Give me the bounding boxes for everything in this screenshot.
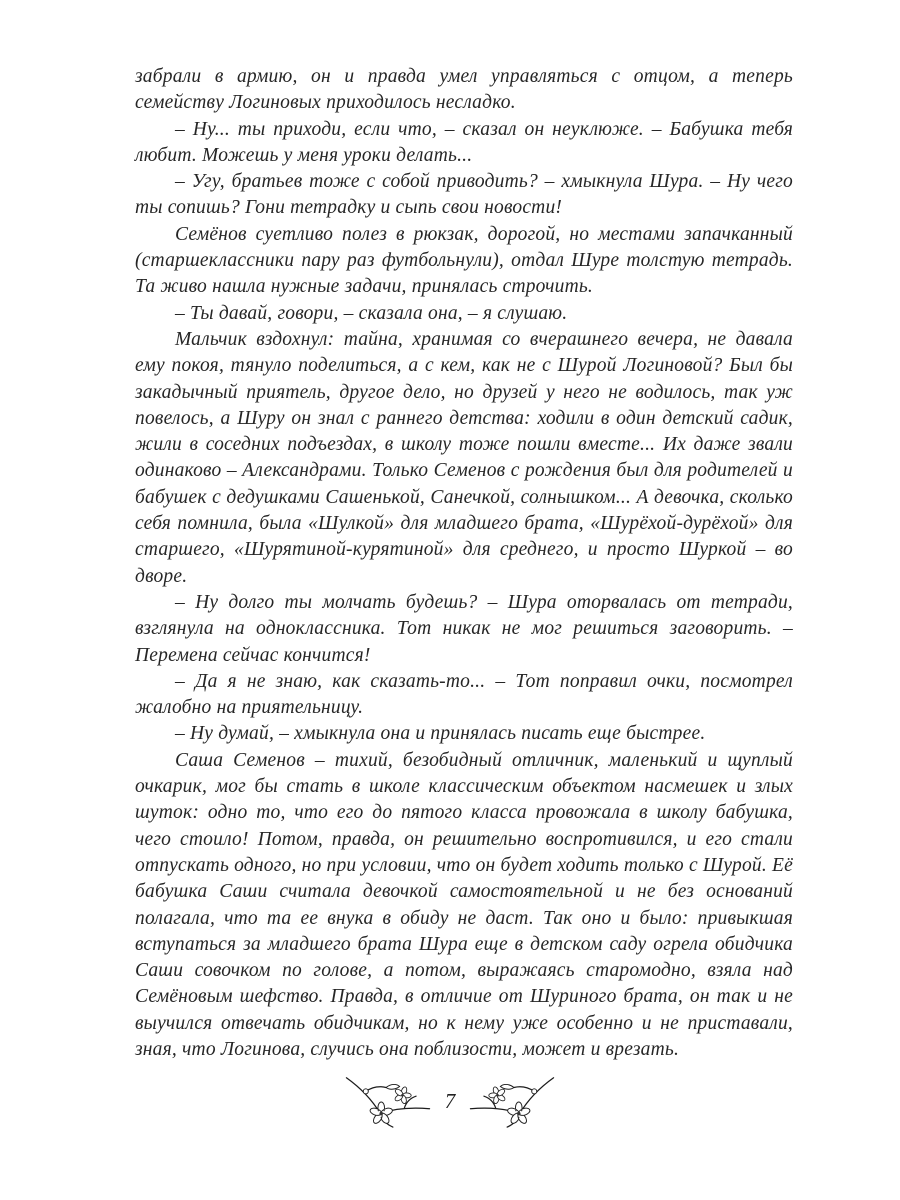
paragraph: – Да я не знаю, как сказать-то... – Тот поправил очки, посмотрел жалобно на приятельницу. [135,670,793,719]
page-text [135,64,793,1063]
paragraph: – Ты давай, говори, – сказала она, – я слушаю. [175,302,568,324]
paragraph: забрали в армию, он и правда умел управляться с отцом, а теперь семейству Логиновых приходилось несладко. [135,66,793,114]
floral-ornament-left-icon [344,1072,432,1130]
paragraph: Саша Семенов – тихий, безобидный отличник, маленький и щуплый очкарик, мог бы стать в школе классическим объектом насмешек и злых шуток: одно то, что его до пятого класса провожала в школу бабушка, чего стоило! Потом, правда, он решительно воспротивился, и его стали отпускать одного, но при условии, что он будет ходить только с Шурой. Её бабушка Саши считала девочкой самостоятельной и не без оснований полагала, что та ее внука в обиду не даст. Так оно и было: привыкшая вступаться за младшего брата Шура еще в детском саду огрела обидчика Саши совочком по голове, а потом, выражаясь старомодно, взяла над Семёновым шефство. Правда, в отличие от Шуриного брата, он так и не выучился отвечать обидчикам, но к нему уже особенно и не приставали, зная, что Логинова, случись она поблизости, может и врезать. [135,749,793,1060]
paragraph: Семёнов суетливо полез в рюкзак, дорогой, но местами запачканный (старшеклассники пару раз футбольнули), отдал Шуре толстую тетрадь. Та живо нашла нужные задачи, принялась строчить. [135,223,793,298]
paragraph: – Ну долго ты молчать будешь? – Шура оторвалась от тетради, взглянула на одноклассника. Тот никак не мог решиться заговорить. – Перемена сейчас кончится! [135,591,793,666]
paragraph: – Ну... ты приходи, если что, – сказал он неуклюже. – Бабушка тебя любит. Можешь у меня уроки делать... [135,118,793,166]
page-footer [0,1072,900,1130]
floral-ornament-right-icon [468,1072,556,1130]
page-number: 7 [444,1088,456,1113]
paragraph: – Угу, братьев тоже с собой приводить? – хмыкнула Шура. – Ну чего ты сопишь? Гони тетрадку и сыпь свои новости! [135,171,793,219]
paragraph: Мальчик вздохнул: тайна, хранимая со вчерашнего вечера, не давала ему покоя, тянуло поделиться, а с кем, как не с Шурой Логиновой? Был бы закадычный приятель, другое дело, но друзей у него не водилось, так уж повелось, а Шуру он знал с раннего детства: ходили в один детский садик, жили в соседних подъездах, в школу тоже пошли вместе... Их даже звали одинаково – Александрами. Только Семенов с рождения был для родителей и бабушек с дедушками Сашенькой, Санечкой, солнышком... А девочка, сколько себя помнила, была «Шулкой» для младшего брата, «Шурёхой-дурёхой» для старшего, «Шурятиной-курятиной» для среднего, и просто Шуркой – во дворе. [135,328,793,587]
paragraph: – Ну думай, – хмыкнула она и принялась писать еще быстрее. [175,723,706,745]
